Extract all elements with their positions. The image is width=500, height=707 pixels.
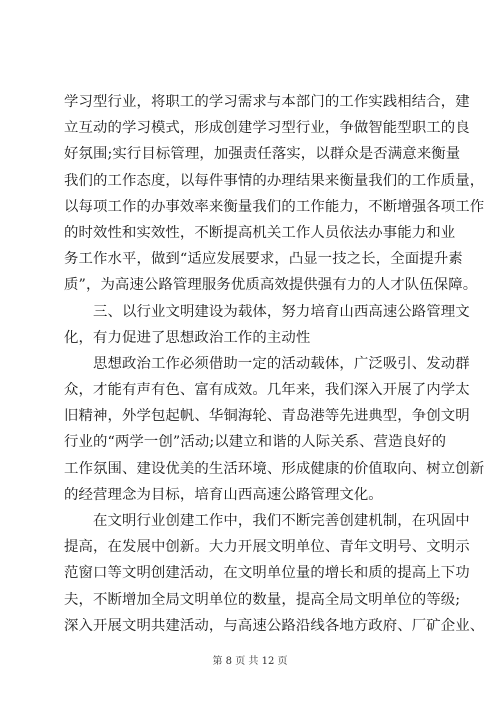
text-line: 深入开展文明共建活动，与高速公路沿线各地方政府、厂矿企业、 [64, 617, 485, 634]
text-line: 行业的“两学一创”活动;以建立和谐的人际关系、营造良好的 [64, 434, 447, 451]
text-line: 质”，为高速公路管理服务优质高效提供强有力的人才队伍保障。 [64, 277, 478, 294]
text-line: 三、以行业文明建设为载体，努力培育山西高速公路管理文 [93, 303, 470, 320]
text-line: 学习型行业，将职工的学习需求与本部门的工作实践相结合，建 [64, 94, 470, 110]
text-line: 夫，不断增加全局文明单位的数量，提高全局文明单位的等级; [64, 591, 461, 608]
text-line: 提高，在发展中创新。大力开展文明单位、青年文明号、文明示 [64, 539, 470, 556]
text-line: 思想政治工作必须借助一定的活动载体，广泛吸引、发动群 [93, 355, 470, 372]
page-footer: 第 8 页 共 12 页 [212, 656, 288, 667]
text-line: 范窗口等文明创建活动，在文明单位量的增长和质的提高上下功 [64, 565, 470, 582]
text-line: 以每项工作的办事效率来衡量我们的工作能力，不断增强各项工作 [64, 198, 485, 215]
text-line: 的时效性和实效性，不断提高机关工作人员依法办事能力和业 [64, 224, 456, 241]
body-text [64, 89, 485, 639]
text-line: 在文明行业创建工作中，我们不断完善创建机制，在巩固中 [93, 513, 470, 529]
text-line: 的经营理念为目标，培育山西高速公路管理文化。 [64, 486, 383, 503]
text-line: 我们的工作态度，以每件事情的办理结果来衡量我们的工作质量， [64, 172, 485, 189]
text-line: 好氛围;实行目标管理，加强责任落实，以群众是否满意来衡量 [64, 146, 461, 163]
text-line: 务工作水平，做到“适应发展要求，凸显一技之长，全面提升素 [64, 251, 463, 268]
text-line: 工作氛围、建设优美的生活环境、形成健康的价值取向、树立创新 [64, 460, 485, 477]
text-line: 旧精神，外学包起帆、华铜海轮、青岛港等先进典型，争创文明 [64, 408, 470, 425]
text-line: 众，才能有声有色、富有成效。几年来，我们深入开展了内学太 [64, 382, 470, 399]
text-line: 化，有力促进了思想政治工作的主动性 [64, 329, 311, 346]
text-line: 立互动的学习模式，形成创建学习型行业，争做智能型职工的良 [64, 120, 470, 137]
